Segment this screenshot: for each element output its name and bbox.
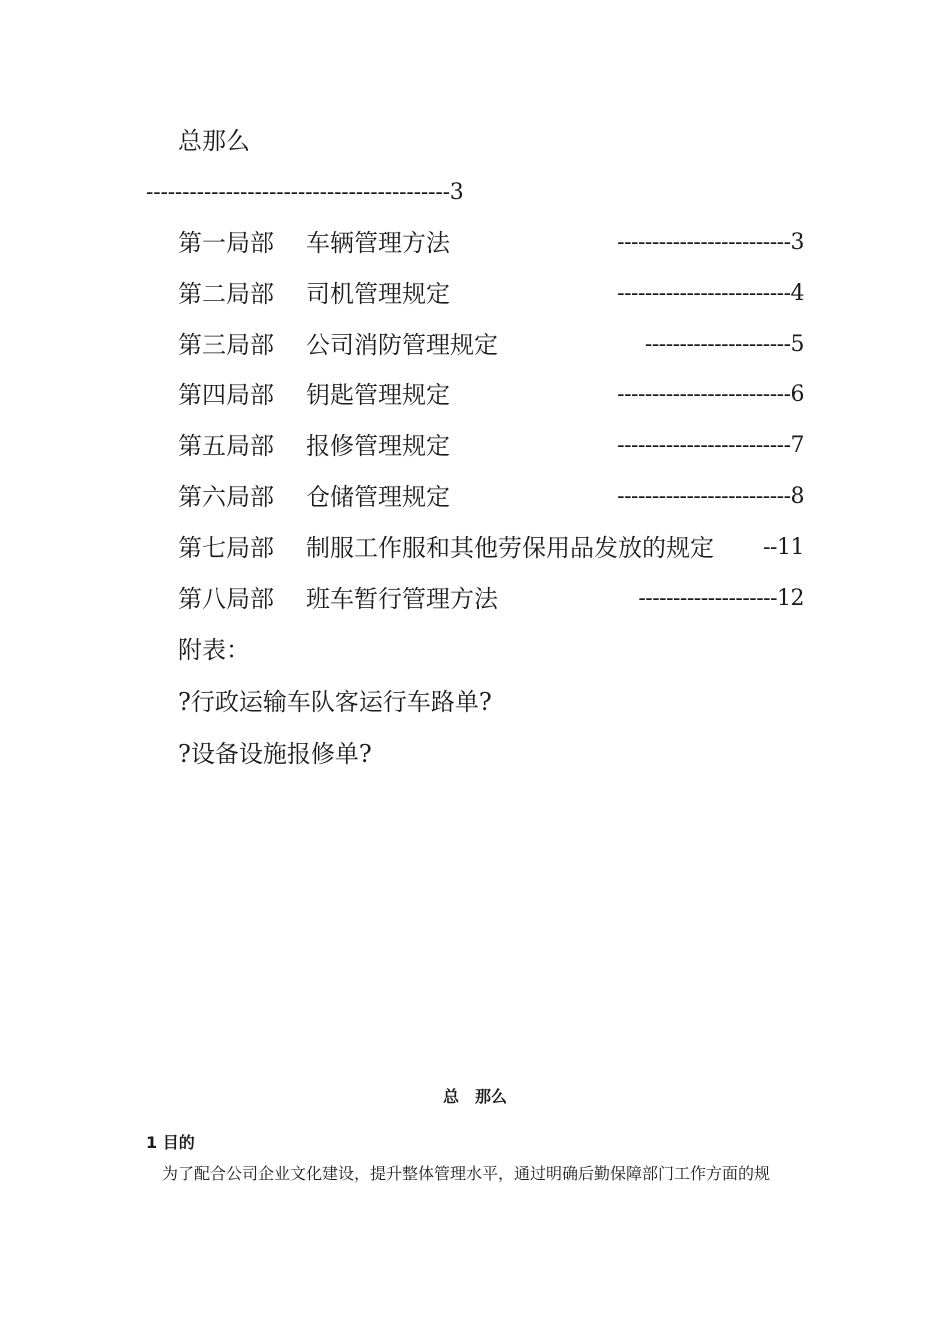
- toc-entry: [178, 531, 804, 565]
- toc-entry: [178, 226, 804, 260]
- toc-entry-title: 钥匙管理规定: [306, 381, 450, 409]
- appendix-label: 附表：: [178, 636, 250, 664]
- toc-entry-part: 第六局部: [178, 483, 274, 511]
- toc-entry-part: 第二局部: [178, 280, 274, 308]
- body-paragraph: 为了配合公司企业文化建设，提升整体管理水平，通过明确后勤保障部门工作方面的规: [162, 1164, 771, 1183]
- toc-entry-leader: --11: [763, 535, 804, 560]
- toc-entry-part: 第一局部: [178, 229, 274, 257]
- toc-entry-part: 第五局部: [178, 432, 274, 460]
- toc-entry-part: 第七局部: [178, 534, 274, 562]
- toc-entry-title: 班车暂行管理方法: [306, 585, 498, 613]
- toc-entry-leader: -------------------------3: [617, 230, 804, 255]
- toc-entry-title: 公司消防管理规定: [306, 331, 498, 359]
- section-title: 总 那么: [442, 1087, 507, 1106]
- toc-entry-title: 仓储管理规定: [306, 483, 450, 511]
- toc-entry-title: 报修管理规定: [306, 432, 450, 460]
- toc-entry-leader: -------------------------8: [617, 484, 804, 509]
- toc-entry: [178, 582, 804, 616]
- toc-entry-leader: ---------------------5: [644, 332, 804, 357]
- toc-entry-leader: -------------------------4: [617, 281, 804, 306]
- appendix-item: ?行政运输车队客运行车路单?: [178, 688, 492, 716]
- toc-entry-title: 车辆管理方法: [306, 229, 450, 257]
- toc-general-leader: ------------------------------------------3: [146, 180, 464, 205]
- toc-entry-leader: -------------------------7: [617, 433, 804, 458]
- appendix-item: ?设备设施报修单?: [178, 740, 372, 768]
- toc-entry: [178, 328, 804, 362]
- toc-entry: [178, 378, 804, 412]
- toc-entry-part: 第八局部: [178, 585, 274, 613]
- toc-entry: [178, 480, 804, 514]
- toc-general-label: 总那么: [178, 127, 250, 155]
- toc-entry-title: 制服工作服和其他劳保用品发放的规定: [306, 534, 714, 562]
- toc-entry: [178, 277, 804, 311]
- toc-entry: [178, 429, 804, 463]
- toc-entry-part: 第四局部: [178, 381, 274, 409]
- toc-entry-part: 第三局部: [178, 331, 274, 359]
- heading-purpose: 1 目的: [146, 1133, 195, 1152]
- toc-entry-title: 司机管理规定: [306, 280, 450, 308]
- toc-entry-leader: --------------------12: [638, 586, 804, 611]
- toc-entry-leader: -------------------------6: [617, 382, 804, 407]
